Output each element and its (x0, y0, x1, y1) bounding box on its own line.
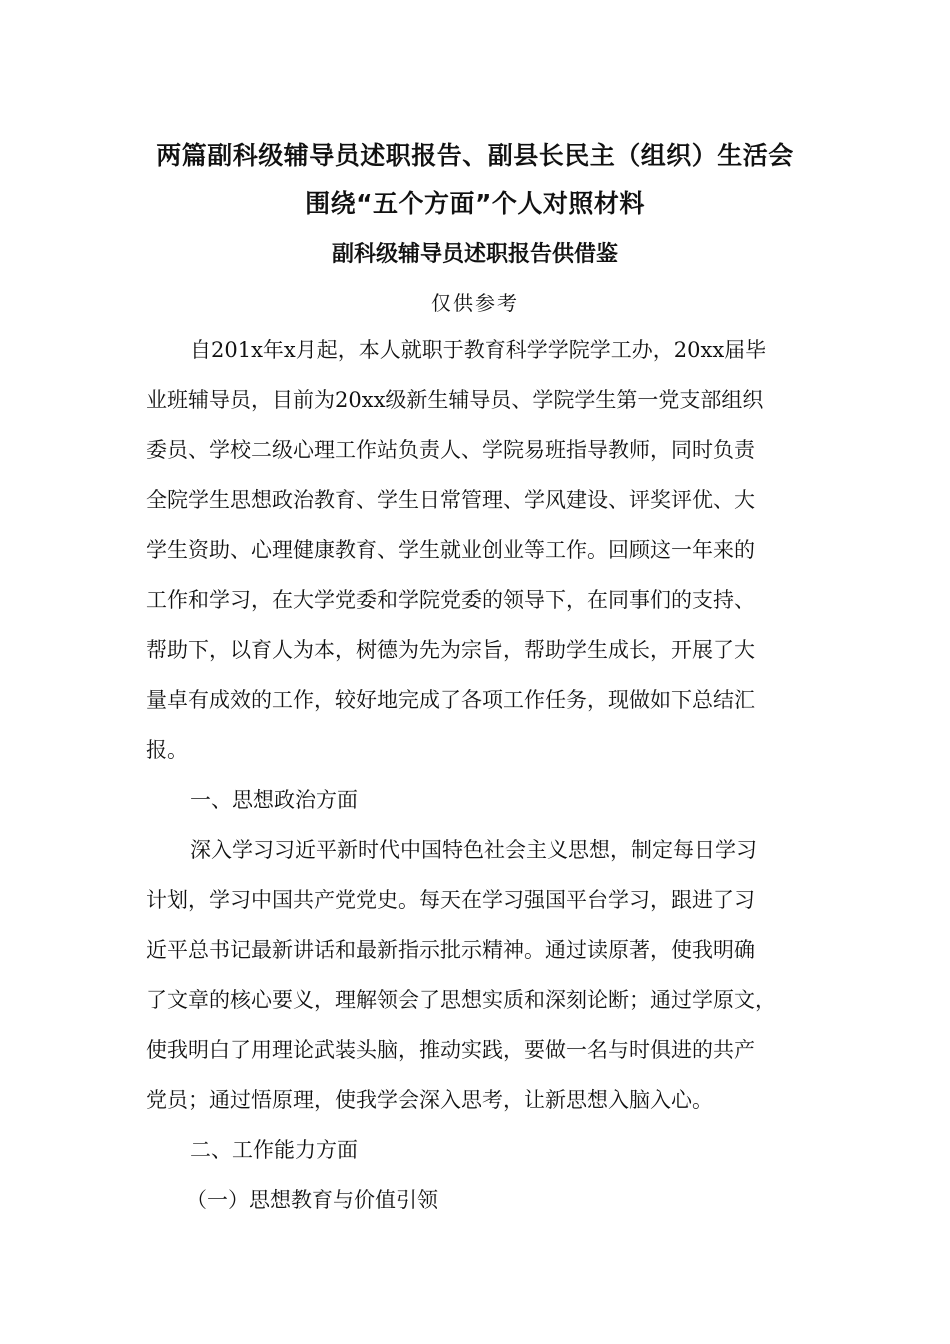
reference-note: 仅供参考 (431, 291, 519, 315)
document-title-line-1: 两篇副科级辅导员述职报告、副县长民主（组织）生活会 (156, 141, 794, 170)
body-line: 计划，学习中国共产党党史。每天在学习强国平台学习，跟进了习 (146, 888, 755, 912)
body-line: 近平总书记最新讲话和最新指示批示精神。通过读原著，使我明确 (146, 938, 755, 962)
document-title-line-2: 围绕“五个方面”个人对照材料 (305, 189, 645, 218)
subsection-heading: （一）思想教育与价值引领 (186, 1188, 438, 1212)
document-subtitle: 副科级辅导员述职报告供借鉴 (331, 242, 618, 267)
body-line: 工作和学习，在大学党委和学院党委的领导下，在同事们的支持、 (146, 588, 755, 612)
body-line: 使我明白了用理论武装头脑，推动实践，要做一名与时俱进的共产 (146, 1038, 755, 1062)
body-line: 学生资助、心理健康教育、学生就业创业等工作。回顾这一年来的 (146, 538, 755, 562)
body-line: 全院学生思想政治教育、学生日常管理、学风建设、评奖评优、大 (146, 488, 755, 512)
body-line: 自201x年x月起，本人就职于教育科学学院学工办，20xx届毕 (190, 338, 767, 362)
section-heading: 二、工作能力方面 (190, 1138, 358, 1162)
body-line: 量卓有成效的工作，较好地完成了各项工作任务，现做如下总结汇 (146, 688, 755, 712)
body-line: 了文章的核心要义，理解领会了思想实质和深刻论断；通过学原文， (146, 988, 776, 1012)
body-line: 委员、学校二级心理工作站负责人、学院易班指导教师，同时负责 (146, 438, 755, 462)
body-line: 党员；通过悟原理，使我学会深入思考，让新思想入脑入心。 (146, 1088, 713, 1112)
body-line: 深入学习习近平新时代中国特色社会主义思想，制定每日学习 (190, 838, 757, 862)
body-line: 报。 (146, 738, 188, 762)
body-line: 业班辅导员，目前为20xx级新生辅导员、学院学生第一党支部组织 (146, 388, 764, 412)
body-line: 帮助下，以育人为本，树德为先为宗旨，帮助学生成长，开展了大 (146, 638, 755, 662)
section-heading: 一、思想政治方面 (190, 788, 358, 812)
